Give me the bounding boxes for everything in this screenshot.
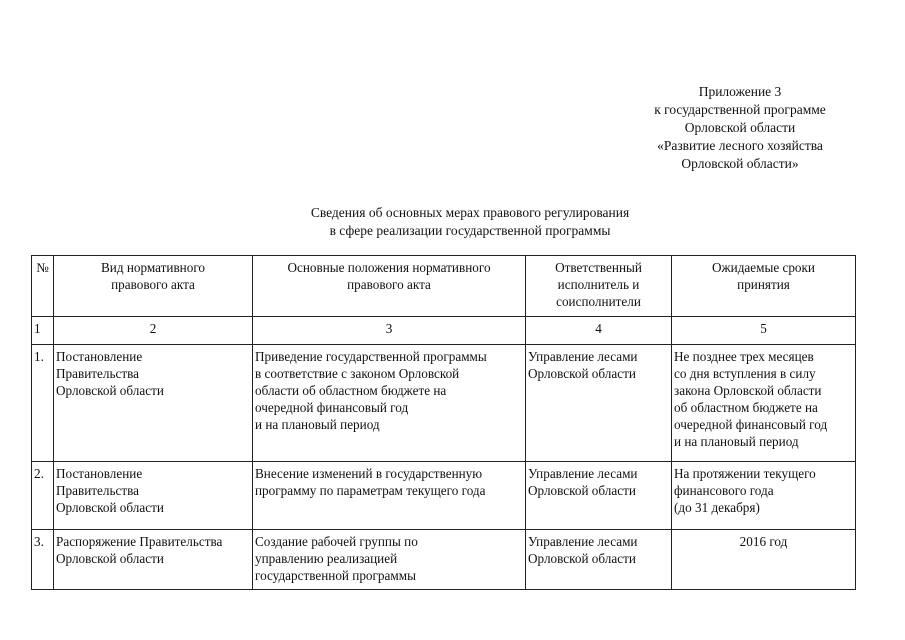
row-provisions: Создание рабочей группы по управлению реализацией государственной программы	[253, 530, 526, 590]
document-title	[250, 204, 690, 240]
appendix-line: «Развитие лесного хозяйства	[657, 138, 823, 153]
row-num: 3.	[32, 530, 54, 590]
col-number: 1	[32, 317, 54, 345]
col-number: 4	[526, 317, 672, 345]
row-provisions: Приведение государственной программы в соответствие с законом Орловской области об областном бюджете на очередной финансовый год и на плановый период	[253, 345, 526, 462]
regulation-table	[31, 255, 856, 590]
table-header-row	[32, 256, 856, 317]
col-number: 2	[54, 317, 253, 345]
row-deadline: Не позднее трех месяцев со дня вступления в силу закона Орловской области об областном бюджете на очередной финансовый год и на плановый период	[672, 345, 856, 462]
header-type: Вид нормативного правового акта	[54, 256, 253, 317]
title-line: Сведения об основных мерах правового регулирования	[310, 205, 630, 220]
table-row	[32, 462, 856, 530]
row-type: Распоряжение Правительства Орловской области	[54, 530, 253, 590]
col-number: 5	[672, 317, 856, 345]
appendix-note	[620, 83, 860, 173]
row-type: Постановление Правительства Орловской области	[54, 345, 253, 462]
header-deadline: Ожидаемые сроки принятия	[672, 256, 856, 317]
header-provisions: Основные положения нормативного правового акта	[253, 256, 526, 317]
header-num: №	[32, 256, 54, 317]
title-line: в сфере реализации государственной программы	[329, 223, 611, 238]
row-provisions: Внесение изменений в государственную программу по параметрам текущего года	[253, 462, 526, 530]
row-executor: Управление лесами Орловской области	[526, 345, 672, 462]
column-number-row	[32, 317, 856, 345]
appendix-line: Приложение 3	[698, 84, 782, 99]
appendix-line: Орловской области	[684, 120, 796, 135]
row-num: 1.	[32, 345, 54, 462]
appendix-line: Орловской области»	[681, 156, 799, 171]
row-deadline: 2016 год	[672, 530, 856, 590]
row-executor: Управление лесами Орловской области	[526, 462, 672, 530]
row-executor: Управление лесами Орловской области	[526, 530, 672, 590]
table-row	[32, 530, 856, 590]
col-number: 3	[253, 317, 526, 345]
row-num: 2.	[32, 462, 54, 530]
row-deadline: На протяжении текущего финансового года (до 31 декабря)	[672, 462, 856, 530]
appendix-line: к государственной программе	[654, 102, 826, 117]
row-type: Постановление Правительства Орловской области	[54, 462, 253, 530]
header-executor: Ответственный исполнитель и соисполнители	[526, 256, 672, 317]
table-row	[32, 345, 856, 462]
